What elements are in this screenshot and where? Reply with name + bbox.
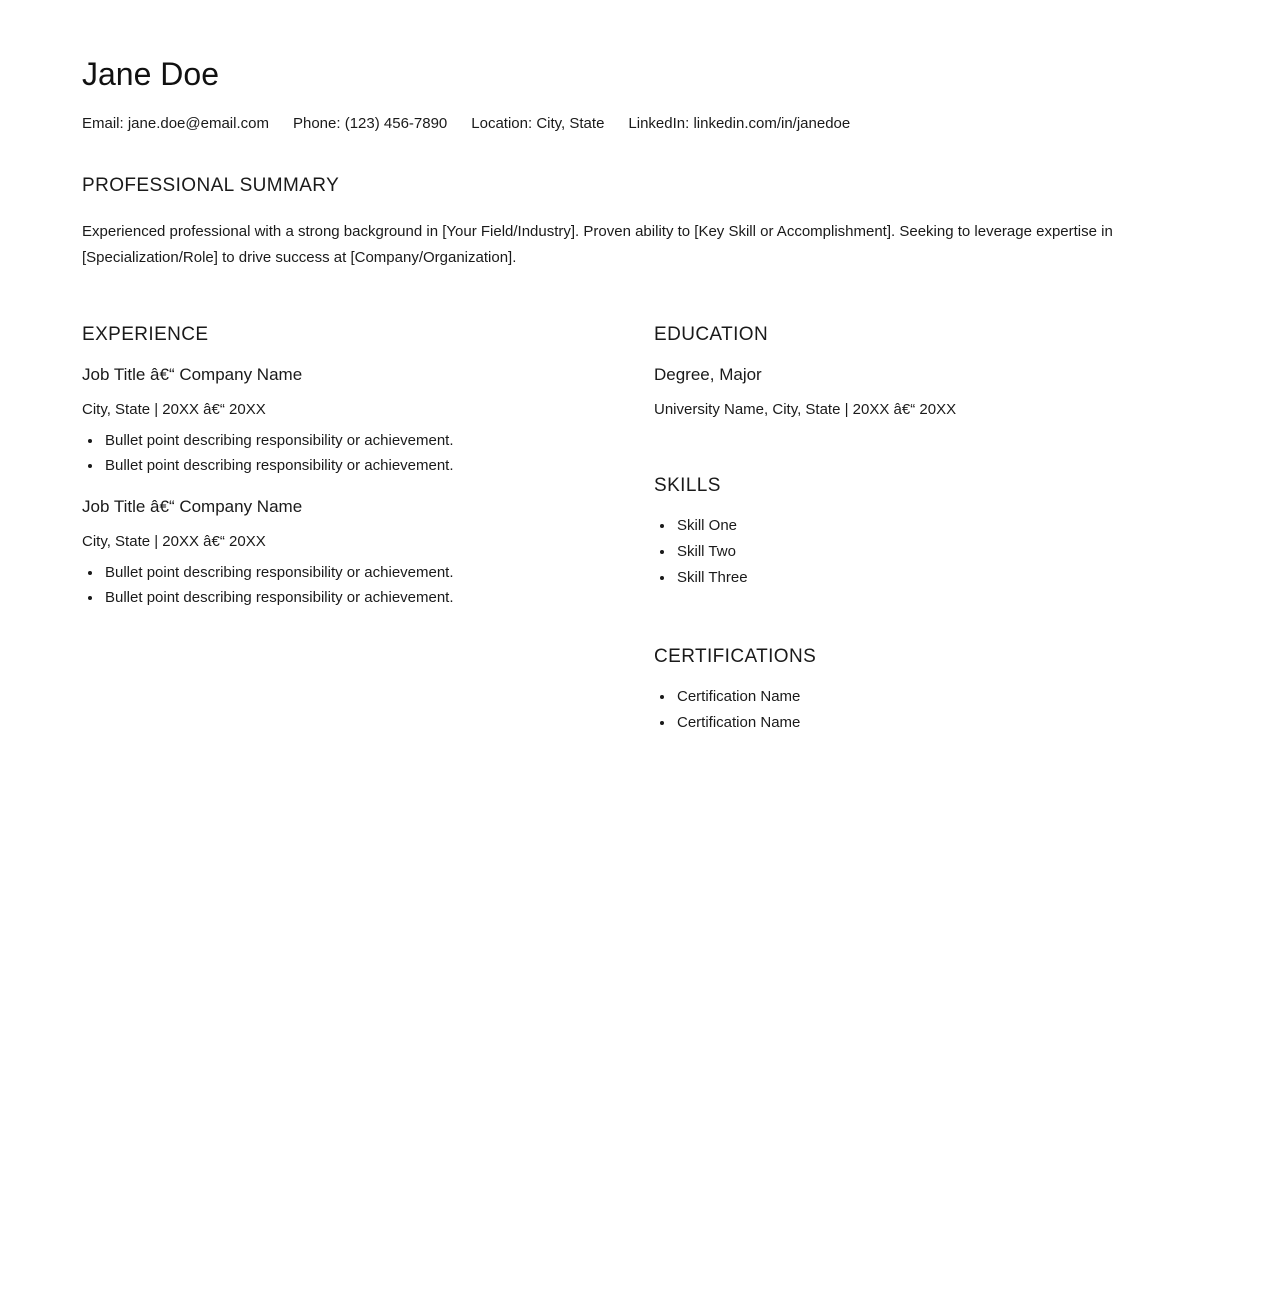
- education-heading: EDUCATION: [654, 324, 769, 345]
- summary-heading: PROFESSIONAL SUMMARY: [82, 175, 340, 196]
- certifications-heading: CERTIFICATIONS: [654, 646, 817, 667]
- contact-location: Location: City, State: [471, 115, 605, 132]
- resume-columns: [82, 323, 1196, 736]
- contact-phone: Phone: (123) 456-7890: [292, 115, 448, 132]
- education-section: [654, 323, 1196, 420]
- experience-heading: EXPERIENCE: [82, 324, 209, 345]
- right-column: [654, 323, 1196, 736]
- summary-text: Experienced professional with a strong background in [Your Field/Industry]. Proven ability to [Key Skill or Accomplishment]. Seeking to leverage expertise in [Specialization/Role] to drive success at [Company/Organization].: [82, 223, 1113, 266]
- skill-item: • Skill One: [675, 513, 1196, 539]
- job-bullet: • Bullet point describing responsibility or achievement.: [103, 428, 624, 453]
- job-title: Job Title â€“ Company Name: [82, 365, 303, 384]
- job-meta: City, State | 20XX â€“ 20XX: [82, 533, 266, 550]
- certifications-section: [654, 645, 1196, 736]
- job-bullet-list: [82, 560, 624, 610]
- summary-section: [82, 174, 1196, 271]
- skill-item: • Skill Three: [675, 565, 1196, 591]
- skills-heading: SKILLS: [654, 475, 721, 496]
- job-bullet: • Bullet point describing responsibility or achievement.: [103, 560, 624, 585]
- job-meta: City, State | 20XX â€“ 20XX: [82, 401, 266, 418]
- contact-bar: [82, 114, 1196, 134]
- left-column: [82, 323, 624, 610]
- job-bullet-list: [82, 428, 624, 478]
- job-bullet: • Bullet point describing responsibility or achievement.: [103, 453, 624, 478]
- education-degree: Degree, Major: [654, 365, 762, 384]
- experience-section: [82, 323, 624, 610]
- skills-section: [654, 474, 1196, 591]
- contact-linkedin: LinkedIn: linkedin.com/in/janedoe: [628, 115, 851, 132]
- skill-item: • Skill Two: [675, 539, 1196, 565]
- certification-item: • Certification Name: [675, 684, 1196, 710]
- job-title: Job Title â€“ Company Name: [82, 497, 303, 516]
- contact-email: Email: jane.doe@email.com: [82, 115, 269, 132]
- job-entry: [82, 496, 624, 610]
- certification-item: • Certification Name: [675, 710, 1196, 736]
- certifications-list: [654, 684, 1196, 736]
- skills-list: [654, 513, 1196, 591]
- resume-name: Jane Doe: [82, 56, 219, 92]
- job-bullet: • Bullet point describing responsibility or achievement.: [103, 585, 624, 610]
- job-entry: [82, 364, 624, 478]
- education-meta: University Name, City, State | 20XX â€“ 20XX: [654, 401, 957, 418]
